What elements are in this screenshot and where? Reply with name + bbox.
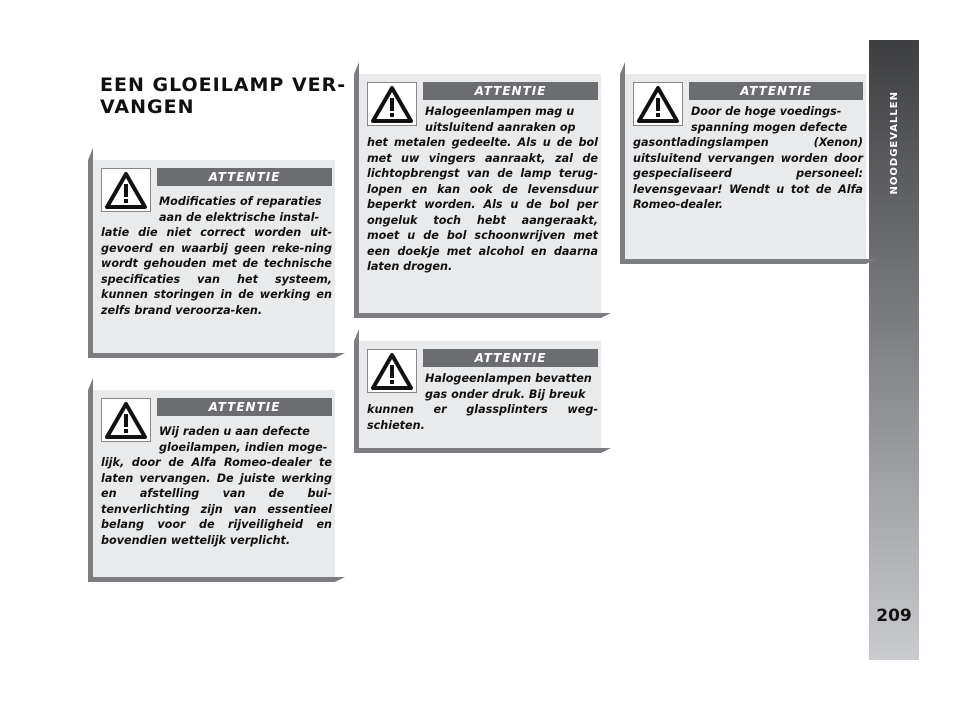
section-label-text: NOODGEVALLEN <box>888 91 900 195</box>
warning-lead-line: Halogeenlampen bevatten <box>425 372 592 385</box>
attention-banner: ATTENTIE <box>423 82 598 100</box>
warning-text <box>633 104 863 213</box>
warning-lead-line: gas onder druk. Bij breuk <box>425 387 586 401</box>
warning-text <box>101 424 332 548</box>
warning-text <box>101 194 332 318</box>
warning-box-xenon <box>620 74 866 264</box>
warning-box-halogen-pressure <box>354 341 601 453</box>
warning-lead-line: Door de hoge voedings- <box>691 105 842 118</box>
attention-banner: ATTENTIE <box>689 82 863 100</box>
attention-banner: ATTENTIE <box>423 349 598 367</box>
attention-banner: ATTENTIE <box>157 168 332 186</box>
warning-lead-line: uitsluitend aanraken op <box>425 120 576 134</box>
warning-body: het metalen gedeelte. Als u de bol met uw vingers aanraakt, zal de lichtopbrengst van de lamp terug-lopen en kan ook de levensduur beperkt worden. Als u de bol per ongeluk toch hebt aangeraakt, moet u de bol schoonwrijven met een doekje met alcohol en daarna laten drogen. <box>367 136 598 273</box>
warning-body: kunnen er glassplinters weg-schieten. <box>367 403 598 432</box>
warning-text <box>367 104 598 275</box>
page-number: 209 <box>876 606 912 626</box>
warning-body: gasontladingslampen (Xenon) uitsluitend vervangen worden door gespecialiseerd personeel: levensgevaar! Wendt u tot de Alfa Romeo-dealer. <box>633 136 863 211</box>
warning-box-halogen-touch <box>354 74 601 318</box>
warning-box-wiring <box>88 160 335 358</box>
section-label <box>869 73 919 213</box>
warning-lead-line: spanning mogen defecte <box>691 120 848 134</box>
page-title-line-1: EEN GLOEILAMP VER- <box>100 74 347 96</box>
attention-banner: ATTENTIE <box>157 398 332 416</box>
warning-text <box>367 371 598 433</box>
warning-body: lijk, door de Alfa Romeo-dealer te laten vervangen. De juiste werking en afstelling van de bui-tenverlichting zijn van essentieel belang voor de rijveiligheid en bovendien wettelijk verplicht. <box>101 456 332 547</box>
warning-lead-line: Halogeenlampen mag u <box>425 105 575 118</box>
page-title-line-2: VANGEN <box>100 96 195 118</box>
warning-lead-line: Modificaties of reparaties <box>159 195 322 208</box>
warning-lead-line: aan de elektrische instal- <box>159 210 320 224</box>
warning-box-dealer <box>88 390 335 582</box>
warning-lead-line: Wij raden u aan defecte <box>159 425 310 438</box>
warning-body: latie die niet correct worden uit-gevoerd en waarbij geen reke-ning wordt gehouden met de technische specificaties van het systeem, kunnen storingen in de werking en zelfs brand veroorza-ken. <box>101 226 332 317</box>
page-title <box>100 74 350 118</box>
warning-lead-line: gloeilampen, indien moge- <box>159 440 328 454</box>
